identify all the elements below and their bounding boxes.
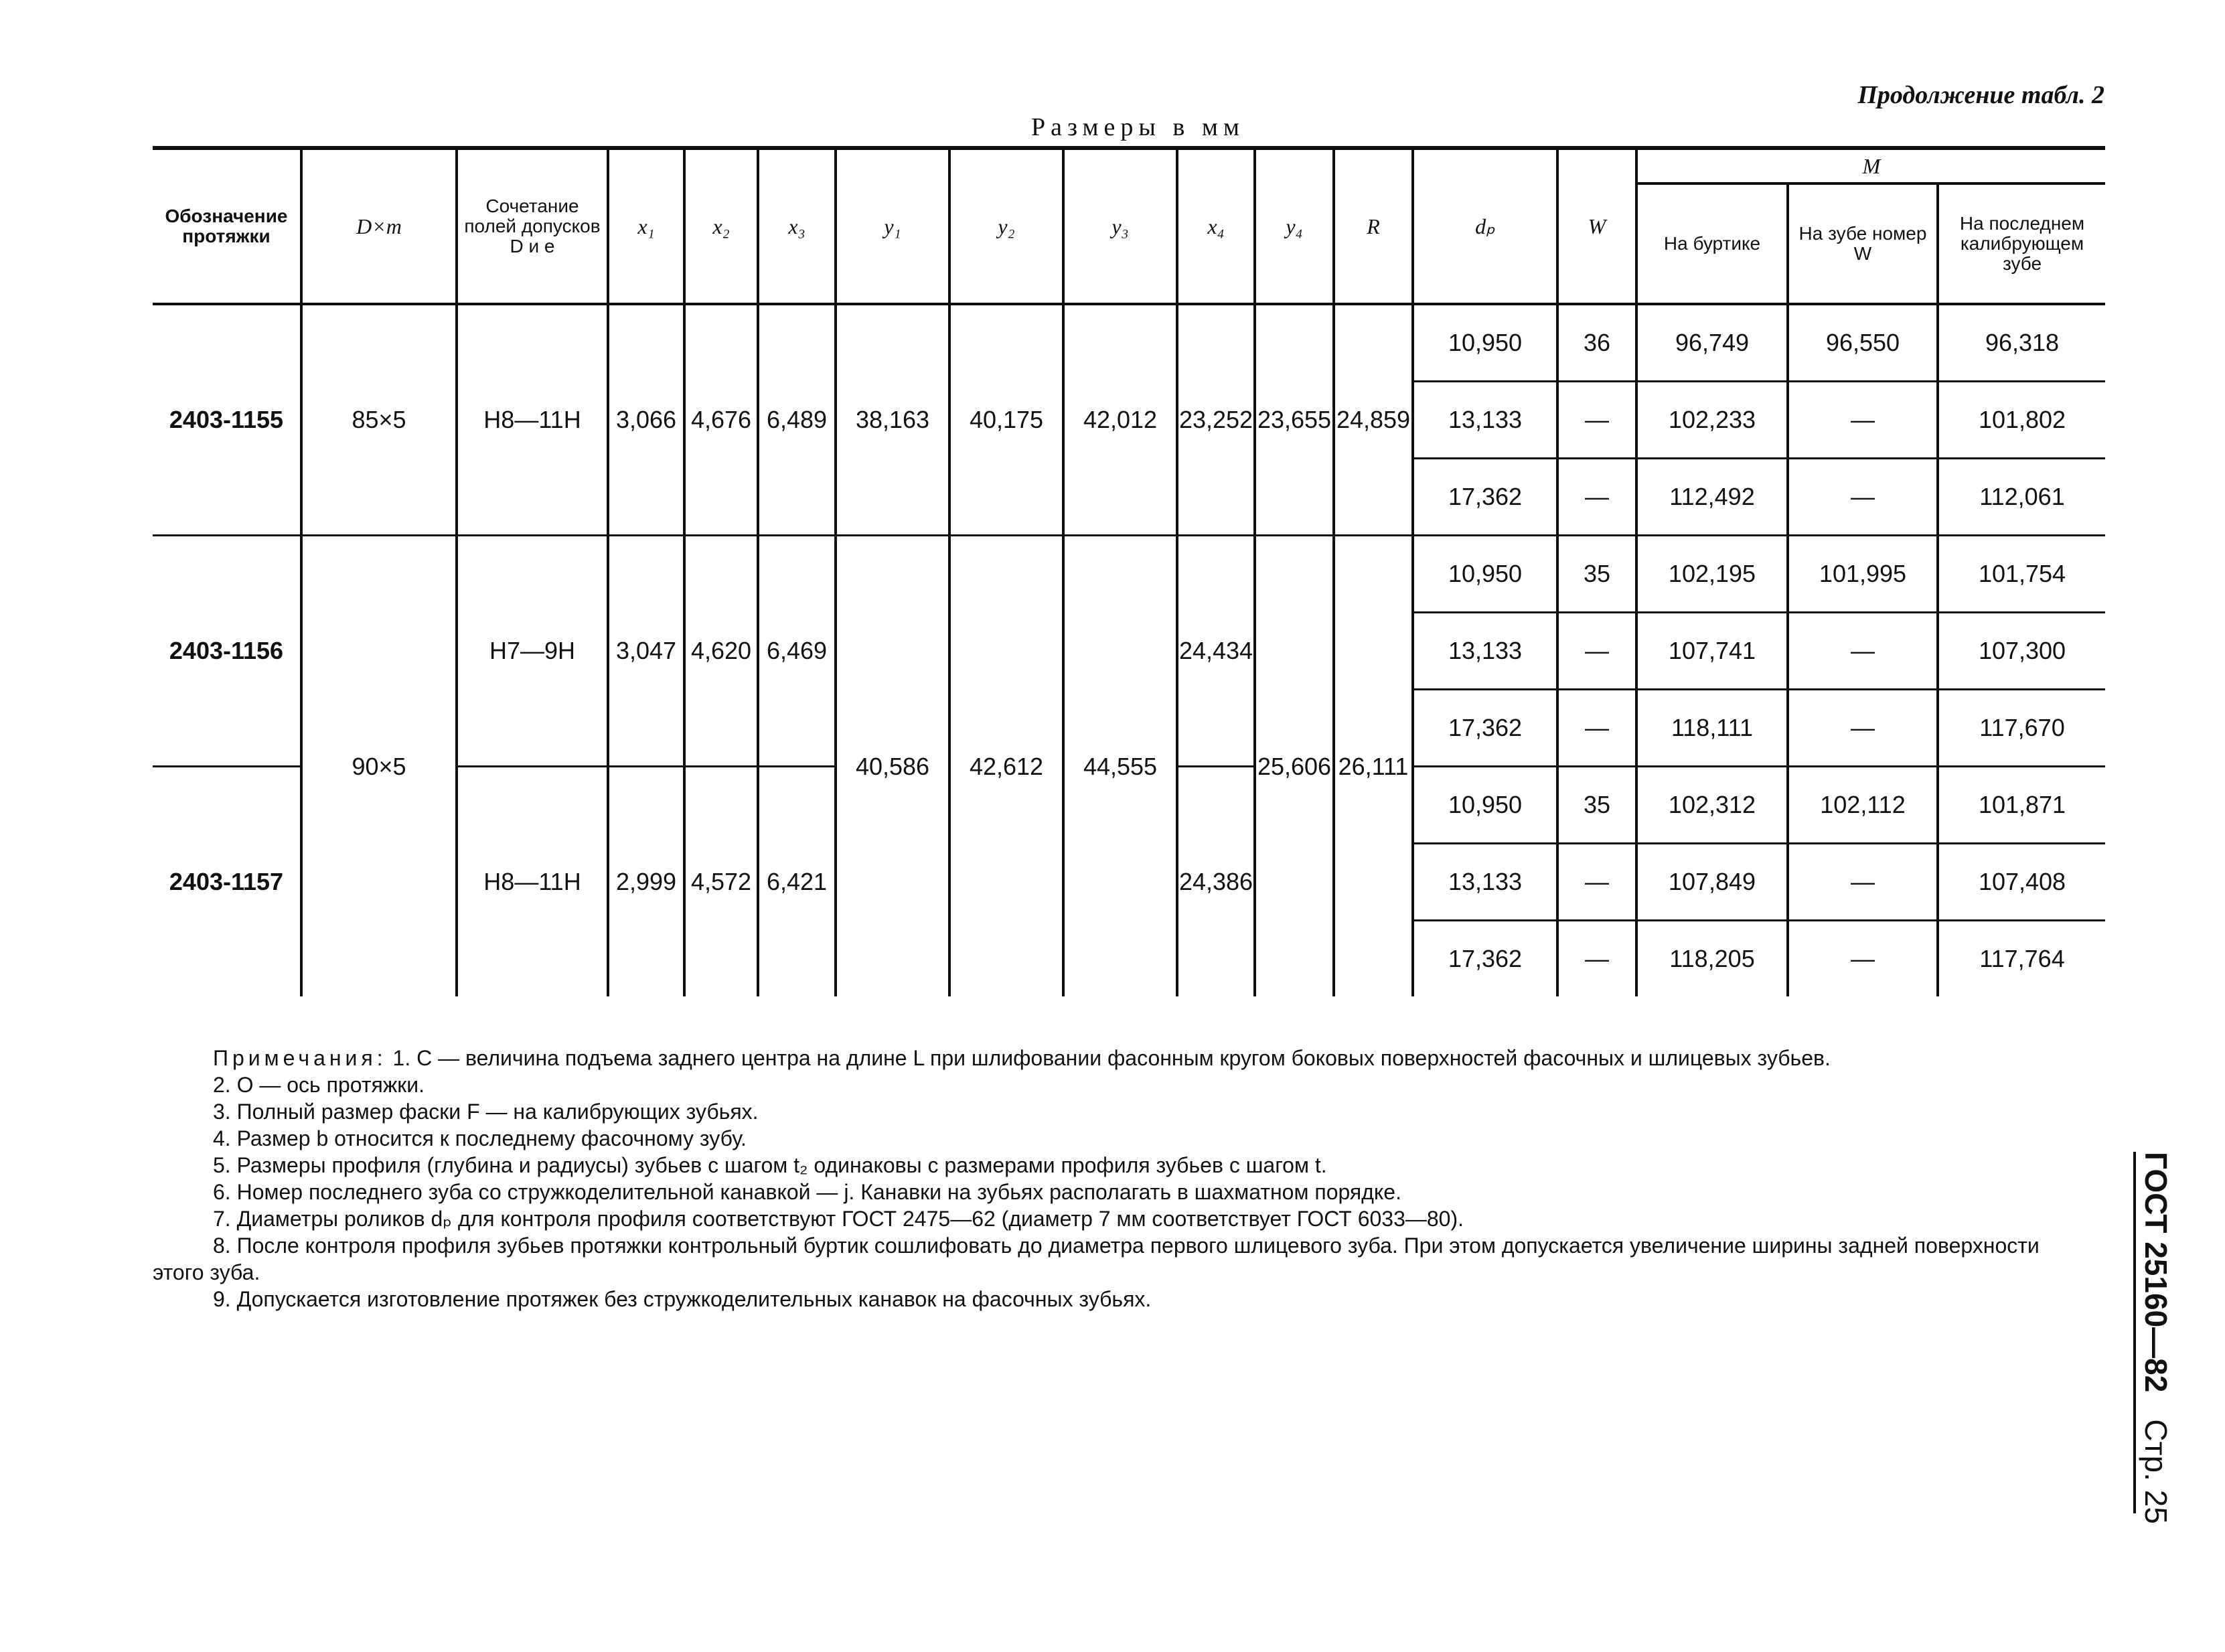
dp-value: 17,362 <box>1413 921 1557 997</box>
note-9: 9. Допускается изготовление протяжек без стружкоделительных канавок на фасочных зубьях. <box>213 1287 1152 1311</box>
header-x1: x₁ <box>608 148 684 304</box>
m-collar-value: 118,111 <box>1636 690 1788 767</box>
dp-value: 10,950 <box>1413 304 1557 382</box>
x4-value: 24,386 <box>1177 767 1255 997</box>
dp-value: 17,362 <box>1413 459 1557 536</box>
y3-value: 44,555 <box>1063 536 1177 997</box>
tolerance-value: H8—11H <box>457 304 608 536</box>
dp-value: 10,950 <box>1413 767 1557 844</box>
header-dm: D×m <box>301 148 457 304</box>
m-tooth-value: — <box>1788 921 1938 997</box>
w-value: — <box>1557 921 1636 997</box>
y3-value: 42,012 <box>1063 304 1177 536</box>
header-x2: x₂ <box>684 148 758 304</box>
note-1-text: 1. C — величина подъема заднего центра на длине L при шлифовании фасонным кругом боковых поверхностей фасочных и шлицевых зубьев. <box>392 1046 1831 1070</box>
notes-block <box>153 1045 2081 1312</box>
y2-value: 40,175 <box>949 304 1063 536</box>
m-collar-value: 102,312 <box>1636 767 1788 844</box>
header-r: R <box>1334 148 1413 304</box>
x4-value: 23,252 <box>1177 304 1255 536</box>
header-m-last: На последнем калибрующем зубе <box>1938 183 2105 304</box>
m-last-value: 107,300 <box>1938 613 2105 690</box>
dp-value: 13,133 <box>1413 613 1557 690</box>
dp-value: 10,950 <box>1413 536 1557 613</box>
dimensions-table <box>153 146 2105 996</box>
dp-value: 17,362 <box>1413 690 1557 767</box>
table-row <box>153 304 2105 382</box>
m-collar-value: 102,195 <box>1636 536 1788 613</box>
r-value: 24,859 <box>1334 304 1413 536</box>
x4-value: 24,434 <box>1177 536 1255 767</box>
dm-value: 90×5 <box>301 536 457 997</box>
x3-value: 6,489 <box>758 304 836 536</box>
m-tooth-value: — <box>1788 844 1938 921</box>
tolerance-value: H8—11H <box>457 767 608 997</box>
w-value: — <box>1557 459 1636 536</box>
note-5: 5. Размеры профиля (глубина и радиусы) зубьев с шагом t₂ одинаковы с размерами профиля зубьев с шагом t. <box>213 1153 1327 1177</box>
header-x3: x₃ <box>758 148 836 304</box>
units-caption: Размеры в мм <box>1031 113 1245 141</box>
m-collar-value: 118,205 <box>1636 921 1788 997</box>
m-last-value: 117,764 <box>1938 921 2105 997</box>
m-tooth-value: 96,550 <box>1788 304 1938 382</box>
w-value: — <box>1557 613 1636 690</box>
w-value: 35 <box>1557 767 1636 844</box>
m-last-value: 107,408 <box>1938 844 2105 921</box>
standard-number: ГОСТ 25160—82 <box>2139 1152 2173 1393</box>
notes-title: Примечания: <box>213 1046 387 1070</box>
x2-value: 4,572 <box>684 767 758 997</box>
page-number: Стр. 25 <box>2139 1419 2173 1524</box>
y1-value: 38,163 <box>836 304 949 536</box>
note-6: 6. Номер последнего зуба со стружкоделительной канавкой — j. Канавки на зубьях располагать в шахматном порядке. <box>213 1180 1401 1204</box>
table-row <box>153 536 2105 613</box>
m-tooth-value: 102,112 <box>1788 767 1938 844</box>
dp-value: 13,133 <box>1413 382 1557 459</box>
w-value: — <box>1557 844 1636 921</box>
w-value: — <box>1557 382 1636 459</box>
w-value: 35 <box>1557 536 1636 613</box>
header-m-collar: На буртике <box>1636 183 1788 304</box>
w-value: — <box>1557 690 1636 767</box>
x2-value: 4,620 <box>684 536 758 767</box>
note-3: 3. Полный размер фаски F — на калибрующих зубьях. <box>213 1100 759 1124</box>
m-last-value: 101,802 <box>1938 382 2105 459</box>
x3-value: 6,469 <box>758 536 836 767</box>
m-collar-value: 102,233 <box>1636 382 1788 459</box>
x1-value: 2,999 <box>608 767 684 997</box>
y2-value: 42,612 <box>949 536 1063 997</box>
note-8: 8. После контроля профиля зубьев протяжки контрольный буртик сошлифовать до диаметра первого шлицевого зуба. При этом допускается увеличение ширины задней поверхности этого зуба. <box>153 1233 2040 1284</box>
header-x4: x₄ <box>1177 148 1255 304</box>
m-last-value: 96,318 <box>1938 304 2105 382</box>
header-y3: y₃ <box>1063 148 1177 304</box>
header-m: M <box>1636 148 2105 183</box>
m-last-value: 112,061 <box>1938 459 2105 536</box>
header-dp: dₚ <box>1413 148 1557 304</box>
broach-code: 2403-1157 <box>153 767 301 997</box>
dp-value: 13,133 <box>1413 844 1557 921</box>
header-y2: y₂ <box>949 148 1063 304</box>
m-last-value: 101,871 <box>1938 767 2105 844</box>
m-tooth-value: — <box>1788 459 1938 536</box>
m-last-value: 117,670 <box>1938 690 2105 767</box>
x3-value: 6,421 <box>758 767 836 997</box>
header-tolerance: Сочетание полей допусков D и e <box>457 148 608 304</box>
x1-value: 3,047 <box>608 536 684 767</box>
y4-value: 25,606 <box>1255 536 1334 997</box>
m-tooth-value: — <box>1788 690 1938 767</box>
standard-page-label <box>2129 1152 2183 1524</box>
m-tooth-value: 101,995 <box>1788 536 1938 613</box>
continuation-label: Продолжение табл. 2 <box>1857 81 2104 109</box>
y4-value: 23,655 <box>1255 304 1334 536</box>
m-collar-value: 96,749 <box>1636 304 1788 382</box>
y1-value: 40,586 <box>836 536 949 997</box>
header-code: Обозначение протяжки <box>153 148 301 304</box>
side-margin-label <box>2129 1152 2183 1524</box>
header-y1: y₁ <box>836 148 949 304</box>
header-w: W <box>1557 148 1636 304</box>
header-y4: y₄ <box>1255 148 1334 304</box>
w-value: 36 <box>1557 304 1636 382</box>
m-collar-value: 112,492 <box>1636 459 1788 536</box>
tolerance-value: H7—9H <box>457 536 608 767</box>
m-collar-value: 107,741 <box>1636 613 1788 690</box>
note-7: 7. Диаметры роликов dₚ для контроля профиля соответствуют ГОСТ 2475—62 (диаметр 7 мм соответствует ГОСТ 6033—80). <box>213 1207 1464 1231</box>
broach-code: 2403-1155 <box>153 304 301 536</box>
note-2: 2. O — ось протяжки. <box>213 1073 425 1097</box>
m-tooth-value: — <box>1788 382 1938 459</box>
m-collar-value: 107,849 <box>1636 844 1788 921</box>
x2-value: 4,676 <box>684 304 758 536</box>
note-4: 4. Размер b относится к последнему фасочному зубу. <box>213 1126 747 1150</box>
m-last-value: 101,754 <box>1938 536 2105 613</box>
dm-value: 85×5 <box>301 304 457 536</box>
broach-code: 2403-1156 <box>153 536 301 767</box>
r-value: 26,111 <box>1334 536 1413 997</box>
x1-value: 3,066 <box>608 304 684 536</box>
m-tooth-value: — <box>1788 613 1938 690</box>
note-1 <box>153 1045 2081 1071</box>
header-m-tooth: На зубе номер W <box>1788 183 1938 304</box>
